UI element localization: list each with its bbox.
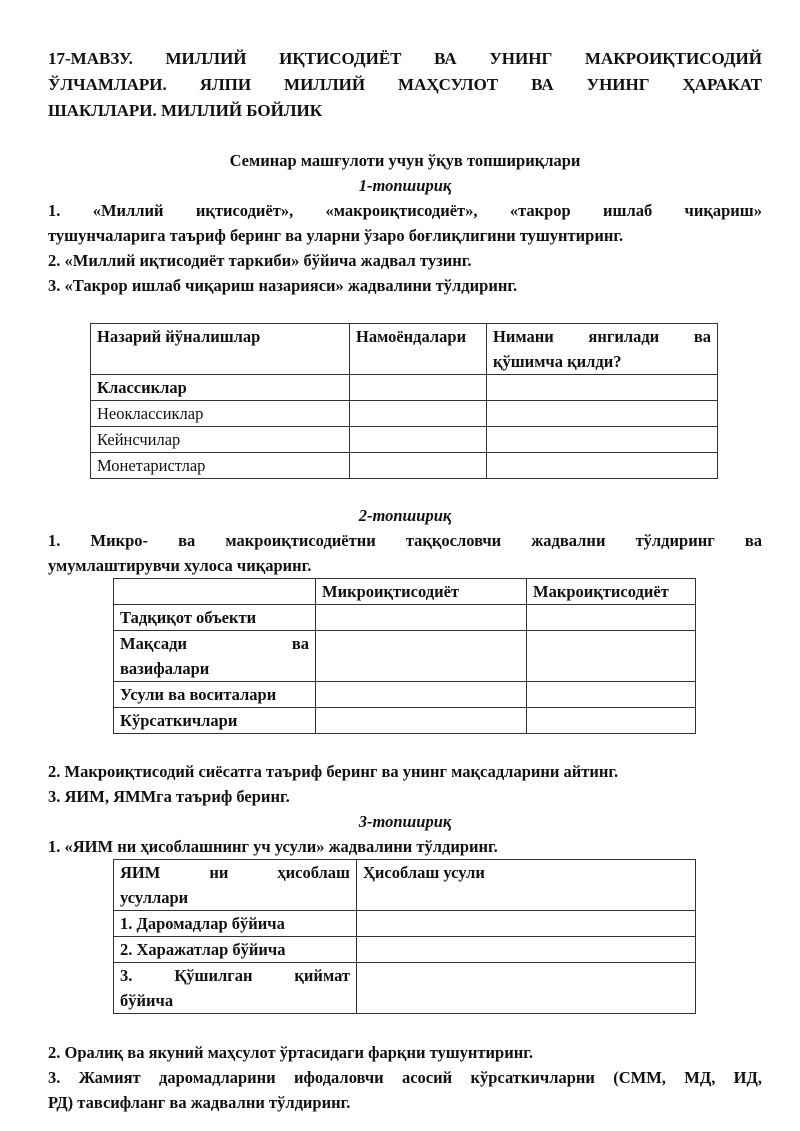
title-line-2: ЎЛЧАМЛАРИ. ЯЛПИ МИЛЛИЙ МАҲСУЛОТ ВА УНИНГ ҲАРАКАТ bbox=[48, 75, 762, 94]
table-row bbox=[91, 324, 718, 375]
table-header-cell: Намоёндалари bbox=[350, 324, 487, 375]
table-row bbox=[114, 605, 696, 631]
document-page bbox=[48, 46, 762, 1115]
table-row-label: Тадқиқот объекти bbox=[114, 605, 316, 631]
table-cell[interactable] bbox=[350, 375, 487, 401]
table-cell[interactable] bbox=[527, 708, 696, 734]
title-line-1: 17-МАВЗУ. МИЛЛИЙ ИҚТИСОДИЁТ ВА УНИНГ МАКРОИҚТИСОДИЙ bbox=[48, 49, 762, 68]
task2-table bbox=[113, 578, 696, 734]
table-cell[interactable] bbox=[350, 453, 487, 479]
task1-item2: 2. «Миллий иқтисодиёт таркиби» бўйича жадвал тузинг. bbox=[48, 251, 472, 270]
table-row-label: 2. Харажатлар бўйича bbox=[114, 937, 357, 963]
table-cell[interactable] bbox=[350, 401, 487, 427]
table-row-label-text: вазифалари bbox=[120, 659, 210, 678]
task2-heading: 2-топшириқ bbox=[358, 506, 452, 525]
table-row-label: Классиклар bbox=[91, 375, 350, 401]
task3-item2: 2. Оралиқ ва якуний маҳсулот ўртасидаги фарқни тушунтиринг. bbox=[48, 1043, 533, 1062]
table-cell[interactable] bbox=[357, 911, 696, 937]
table-row-label: Усули ва воситалари bbox=[114, 682, 316, 708]
table-header-text: ЯИМ ни ҳисоблаш bbox=[120, 863, 350, 882]
table-row-label: Кўрсаткичлари bbox=[114, 708, 316, 734]
task3-table bbox=[113, 859, 696, 1014]
table-row bbox=[114, 631, 696, 682]
task1-heading: 1-топшириқ bbox=[358, 176, 452, 195]
table-row bbox=[114, 708, 696, 734]
table-header-text: Нимани янгилади ва bbox=[493, 327, 711, 346]
table-cell[interactable] bbox=[527, 682, 696, 708]
task2-item1-line2: умумлаштирувчи хулоса чиқаринг. bbox=[48, 556, 312, 575]
subtitle: Семинар машғулоти учун ўқув топшириқлари bbox=[229, 151, 581, 170]
task2-item1-line1: 1. Микро- ва макроиқтисодиётни таққословчи жадвални тўлдиринг ва bbox=[48, 531, 762, 550]
task3-item3-line2: РД) тавсифланг ва жадвални тўлдиринг. bbox=[48, 1093, 351, 1112]
table-row bbox=[114, 911, 696, 937]
task3-item1: 1. «ЯИМ ни ҳисоблашнинг уч усули» жадвалини тўлдиринг. bbox=[48, 837, 498, 856]
task1-item1-line1: 1. «Миллий иқтисодиёт», «макроиқтисодиёт», «такрор ишлаб чиқариш» bbox=[48, 201, 762, 220]
table-cell[interactable] bbox=[357, 937, 696, 963]
table-row bbox=[91, 375, 718, 401]
table-row-label bbox=[114, 631, 316, 682]
table-header-cell bbox=[114, 860, 357, 911]
table-row-label bbox=[114, 963, 357, 1014]
table-row bbox=[91, 401, 718, 427]
table-cell[interactable] bbox=[527, 605, 696, 631]
title-line-3: ШАКЛЛАРИ. МИЛЛИЙ БОЙЛИК bbox=[48, 101, 323, 120]
table-cell[interactable] bbox=[316, 631, 527, 682]
table-header-cell bbox=[487, 324, 718, 375]
table-cell[interactable] bbox=[316, 708, 527, 734]
table-row bbox=[114, 937, 696, 963]
table-row-label-text: Мақсади ва bbox=[120, 634, 309, 653]
table-header-text: қўшимча қилди? bbox=[493, 352, 622, 371]
table-row bbox=[114, 963, 696, 1014]
table-cell[interactable] bbox=[487, 453, 718, 479]
table-row-label: Монетаристлар bbox=[91, 453, 350, 479]
table-cell[interactable] bbox=[487, 401, 718, 427]
table-header-cell: Назарий йўналишлар bbox=[91, 324, 350, 375]
table-row-label-text: бўйича bbox=[120, 991, 174, 1010]
table-row-label: Кейнсчилар bbox=[91, 427, 350, 453]
table-header-cell: Микроиқтисодиёт bbox=[316, 579, 527, 605]
table-cell[interactable] bbox=[527, 631, 696, 682]
page-title bbox=[48, 46, 762, 124]
table-cell[interactable] bbox=[357, 963, 696, 1014]
table-cell[interactable] bbox=[487, 427, 718, 453]
table-cell[interactable] bbox=[350, 427, 487, 453]
table-cell[interactable] bbox=[316, 682, 527, 708]
task1-table bbox=[90, 323, 718, 479]
table-row-label: 1. Даромадлар бўйича bbox=[114, 911, 357, 937]
table-header-cell bbox=[114, 579, 316, 605]
table-row bbox=[114, 682, 696, 708]
table-row bbox=[114, 860, 696, 911]
table-header-text: усуллари bbox=[120, 888, 189, 907]
task3-item3-line1: 3. Жамият даромадларини ифодаловчи асосий кўрсаткичларни (СММ, МД, ИД, bbox=[48, 1068, 762, 1087]
table-row-label: Неоклассиклар bbox=[91, 401, 350, 427]
task2-item2: 2. Макроиқтисодий сиёсатга таъриф беринг ва унинг мақсадларини айтинг. bbox=[48, 762, 619, 781]
table-row bbox=[91, 453, 718, 479]
table-header-cell: Ҳисоблаш усули bbox=[357, 860, 696, 911]
task1-item3: 3. «Такрор ишлаб чиқариш назарияси» жадвалини тўлдиринг. bbox=[48, 276, 518, 295]
task2-item3: 3. ЯИМ, ЯММга таъриф беринг. bbox=[48, 787, 290, 806]
table-cell[interactable] bbox=[487, 375, 718, 401]
table-row-label-text: 3. Қўшилган қиймат bbox=[120, 966, 350, 985]
task3-heading: 3-топшириқ bbox=[358, 812, 452, 831]
table-cell[interactable] bbox=[316, 605, 527, 631]
table-row bbox=[114, 579, 696, 605]
table-row bbox=[91, 427, 718, 453]
task1-item1-line2: тушунчаларига таъриф беринг ва уларни ўзаро боғлиқлигини тушунтиринг. bbox=[48, 226, 624, 245]
table-header-cell: Макроиқтисодиёт bbox=[527, 579, 696, 605]
